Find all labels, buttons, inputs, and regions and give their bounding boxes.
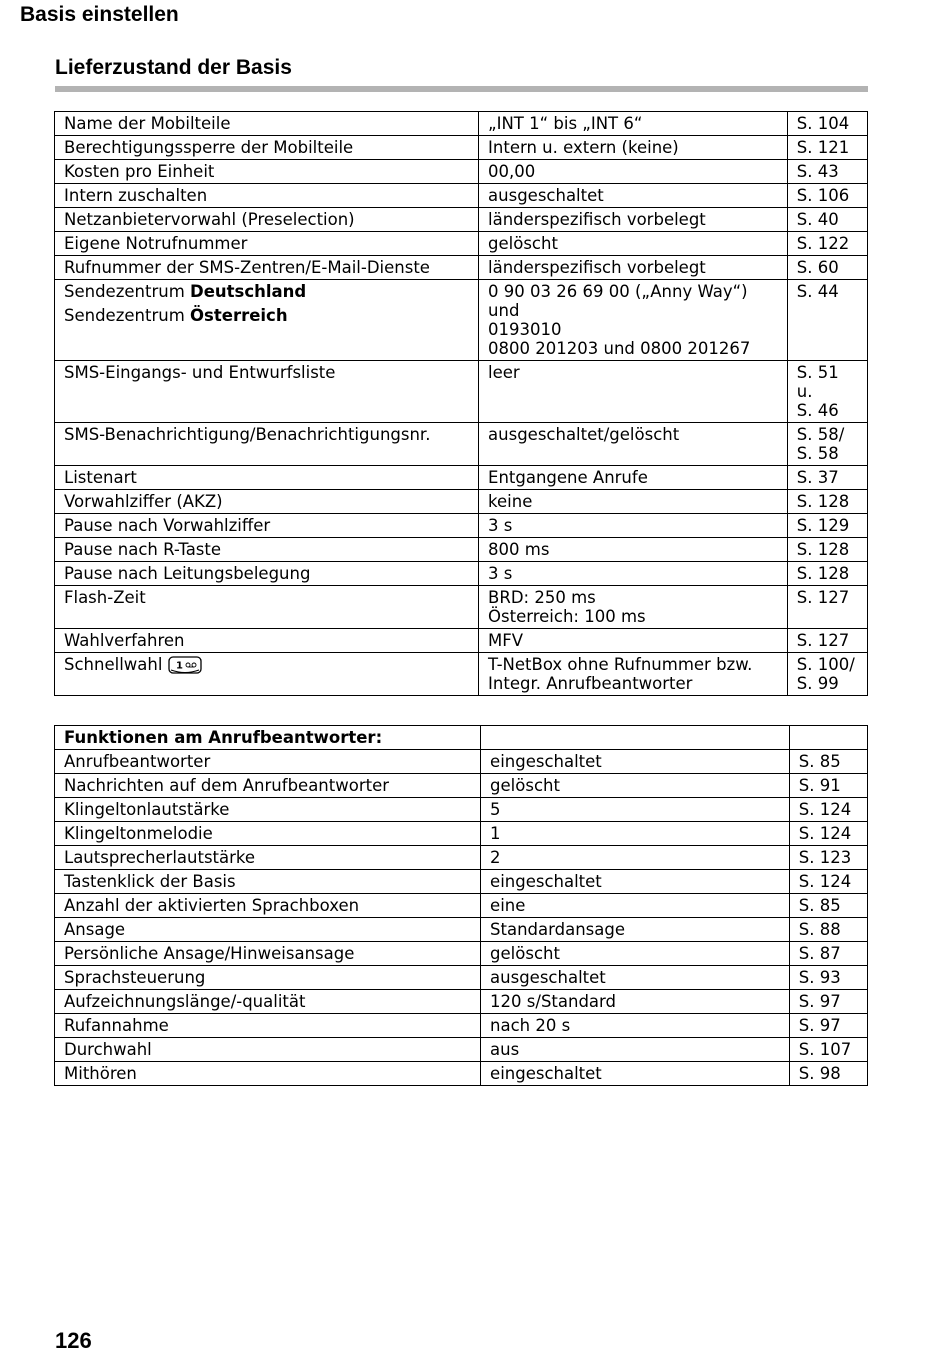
page-reference: S. 88: [789, 918, 867, 942]
page-number: 126: [55, 1328, 92, 1353]
setting-name: Intern zuschalten: [55, 184, 479, 208]
factory-settings-rows-b: [55, 466, 868, 586]
table-row: [55, 280, 868, 361]
setting-name: Ansage: [55, 918, 481, 942]
setting-value: eingeschaltet: [481, 1062, 790, 1086]
sms-center-country: Deutschland: [190, 282, 307, 301]
setting-value: ausgeschaltet: [479, 184, 788, 208]
page-reference: [787, 653, 867, 696]
table-row: [55, 918, 868, 942]
page-reference: S. 127: [787, 629, 867, 653]
page-reference: S. 124: [789, 870, 867, 894]
page-reference: S. 124: [789, 798, 867, 822]
page-reference: S. 128: [787, 490, 867, 514]
table-row: [55, 112, 868, 136]
setting-name: [55, 653, 479, 696]
setting-value: ausgeschaltet/gelöscht: [479, 423, 788, 466]
setting-value: Entgangene Anrufe: [479, 466, 788, 490]
value-line: BRD: 250 ms: [488, 588, 596, 607]
setting-name: SMS-Eingangs- und Entwurfsliste: [55, 361, 479, 423]
sms-center-prefix: Sendezentrum: [64, 306, 191, 325]
setting-name: Berechtigungssperre der Mobilteile: [55, 136, 479, 160]
setting-name: Persönliche Ansage/Hinweisansage: [55, 942, 481, 966]
table-row: [55, 208, 868, 232]
setting-value: Standardansage: [481, 918, 790, 942]
setting-name: Wahlverfahren: [55, 629, 479, 653]
table-row: [55, 1038, 868, 1062]
setting-name: Pause nach R-Taste: [55, 538, 479, 562]
setting-name: Mithören: [55, 1062, 481, 1086]
page-reference: S. 107: [789, 1038, 867, 1062]
value-line: T-NetBox ohne Rufnummer bzw.: [488, 655, 753, 674]
setting-name: Listenart: [55, 466, 479, 490]
setting-value: aus: [481, 1038, 790, 1062]
table-row: [55, 256, 868, 280]
page-reference: S. 93: [789, 966, 867, 990]
page-reference: S. 122: [787, 232, 867, 256]
value-line: 0193010: [488, 320, 562, 339]
setting-name: Pause nach Vorwahlziffer: [55, 514, 479, 538]
table-row: [55, 629, 868, 653]
page-reference: S. 91: [789, 774, 867, 798]
page-reference: S. 43: [787, 160, 867, 184]
page-reference: S. 127: [787, 586, 867, 629]
setting-value: [479, 280, 788, 361]
table-row: [55, 1014, 868, 1038]
table-row: [55, 136, 868, 160]
table-row: [55, 894, 868, 918]
setting-name: Klingeltonmelodie: [55, 822, 481, 846]
setting-value: nach 20 s: [481, 1014, 790, 1038]
page-reference: S. 97: [789, 990, 867, 1014]
sms-center-prefix: Sendezentrum: [64, 282, 191, 301]
setting-value: 5: [481, 798, 790, 822]
page-reference: S. 106: [787, 184, 867, 208]
setting-value: 120 s/Standard: [481, 990, 790, 1014]
page-reference: S. 129: [787, 514, 867, 538]
setting-name: Rufannahme: [55, 1014, 481, 1038]
key-label: 1: [176, 660, 184, 672]
table-row: [55, 586, 868, 629]
setting-name: Tastenklick der Basis: [55, 870, 481, 894]
table-row: [55, 942, 868, 966]
setting-name: [55, 280, 479, 361]
table-row: [55, 361, 868, 423]
setting-name: Netzanbietervorwahl (Preselection): [55, 208, 479, 232]
page-reference: S. 97: [789, 1014, 867, 1038]
key-1-voicemail-icon: [168, 656, 202, 674]
empty-cell: [789, 726, 867, 750]
table-row: [55, 966, 868, 990]
setting-name: Nachrichten auf dem Anrufbeantworter: [55, 774, 481, 798]
factory-settings-rows-a: [55, 112, 868, 280]
setting-name: Rufnummer der SMS-Zentren/E-Mail-Dienste: [55, 256, 479, 280]
setting-value: 00,00: [479, 160, 788, 184]
setting-value: MFV: [479, 629, 788, 653]
setting-name: Vorwahlziffer (AKZ): [55, 490, 479, 514]
setting-value: länderspezifisch vorbelegt: [479, 256, 788, 280]
setting-name: Anzahl der aktivierten Sprachboxen: [55, 894, 481, 918]
setting-value: eingeschaltet: [481, 870, 790, 894]
page-reference: [787, 361, 867, 423]
table-row: [55, 160, 868, 184]
table-heading-row: [55, 726, 868, 750]
page-line: S. 58/: [796, 425, 845, 444]
running-head: Basis einstellen: [20, 3, 179, 26]
setting-name: SMS-Benachrichtigung/Benachrichtigungsnr.: [55, 423, 479, 466]
setting-value: 3 s: [479, 514, 788, 538]
table-row: [55, 562, 868, 586]
page-reference: S. 98: [789, 1062, 867, 1086]
setting-value: eingeschaltet: [481, 750, 790, 774]
setting-name: Kosten pro Einheit: [55, 160, 479, 184]
page-reference: S. 128: [787, 562, 867, 586]
setting-name: Durchwahl: [55, 1038, 481, 1062]
sms-center-country: Österreich: [190, 306, 288, 325]
page-reference: S. 121: [787, 136, 867, 160]
page-reference: S. 104: [787, 112, 867, 136]
value-line: Österreich: 100 ms: [488, 607, 646, 626]
table-row: [55, 846, 868, 870]
table-row: [55, 822, 868, 846]
page-line: S. 99: [796, 674, 839, 693]
page-line: S. 51 u.: [796, 363, 839, 401]
setting-name: Sprachsteuerung: [55, 966, 481, 990]
setting-value: eine: [481, 894, 790, 918]
page-reference: S. 40: [787, 208, 867, 232]
factory-settings-rows-fixed: [55, 280, 868, 466]
table-row: [55, 750, 868, 774]
setting-value: „INT 1“ bis „INT 6“: [479, 112, 788, 136]
setting-value: Intern u. extern (keine): [479, 136, 788, 160]
setting-name: Aufzeichnungslänge/-qualität: [55, 990, 481, 1014]
setting-name: Lautsprecherlautstärke: [55, 846, 481, 870]
setting-name: Klingeltonlautstärke: [55, 798, 481, 822]
page-reference: S. 123: [789, 846, 867, 870]
setting-value: 3 s: [479, 562, 788, 586]
setting-value: gelöscht: [479, 232, 788, 256]
table-row: [55, 653, 868, 696]
page-reference: S. 85: [789, 894, 867, 918]
page-reference: S. 85: [789, 750, 867, 774]
page-reference: S. 87: [789, 942, 867, 966]
page-line: S. 100/: [796, 655, 855, 674]
setting-value: [479, 586, 788, 629]
table-row: [55, 466, 868, 490]
table-row: [55, 184, 868, 208]
setting-label: Schnellwahl: [64, 655, 163, 674]
page-reference: S. 124: [789, 822, 867, 846]
setting-name: Eigene Notrufnummer: [55, 232, 479, 256]
value-line: 0 90 03 26 69 00 („Anny Way“) und: [488, 282, 748, 320]
page-line: S. 46: [796, 401, 839, 420]
table-row: [55, 774, 868, 798]
table-row: [55, 538, 868, 562]
page-reference: [787, 423, 867, 466]
factory-settings-rows-end: [55, 586, 868, 696]
setting-value: gelöscht: [481, 942, 790, 966]
answering-machine-rows: [55, 750, 868, 1086]
value-line: 0800 201203 und 0800 201267: [488, 339, 751, 358]
answering-machine-table: [54, 725, 868, 1086]
page-reference: S. 60: [787, 256, 867, 280]
section-title: Lieferzustand der Basis: [55, 56, 292, 79]
page-reference: S. 44: [787, 280, 867, 361]
setting-value: ausgeschaltet: [481, 966, 790, 990]
table-row: [55, 490, 868, 514]
page-reference: S. 37: [787, 466, 867, 490]
table-row: [55, 514, 868, 538]
table-row: [55, 990, 868, 1014]
setting-name: Flash-Zeit: [55, 586, 479, 629]
setting-value: 800 ms: [479, 538, 788, 562]
table-row: [55, 1062, 868, 1086]
setting-value: leer: [479, 361, 788, 423]
empty-cell: [481, 726, 790, 750]
factory-settings-table: [54, 111, 868, 696]
setting-name: Anrufbeantworter: [55, 750, 481, 774]
setting-name: Pause nach Leitungsbelegung: [55, 562, 479, 586]
setting-name: Name der Mobilteile: [55, 112, 479, 136]
table-row: [55, 423, 868, 466]
table-row: [55, 798, 868, 822]
value-line: Integr. Anrufbeantworter: [488, 674, 693, 693]
setting-value: 2: [481, 846, 790, 870]
setting-value: keine: [479, 490, 788, 514]
title-rule: [55, 86, 868, 92]
table-heading: Funktionen am Anrufbeantworter:: [55, 726, 481, 750]
page-line: S. 58: [796, 444, 839, 463]
page-reference: S. 128: [787, 538, 867, 562]
table-row: [55, 870, 868, 894]
setting-value: 1: [481, 822, 790, 846]
setting-value: gelöscht: [481, 774, 790, 798]
table-row: [55, 232, 868, 256]
setting-value: [479, 653, 788, 696]
setting-value: länderspezifisch vorbelegt: [479, 208, 788, 232]
